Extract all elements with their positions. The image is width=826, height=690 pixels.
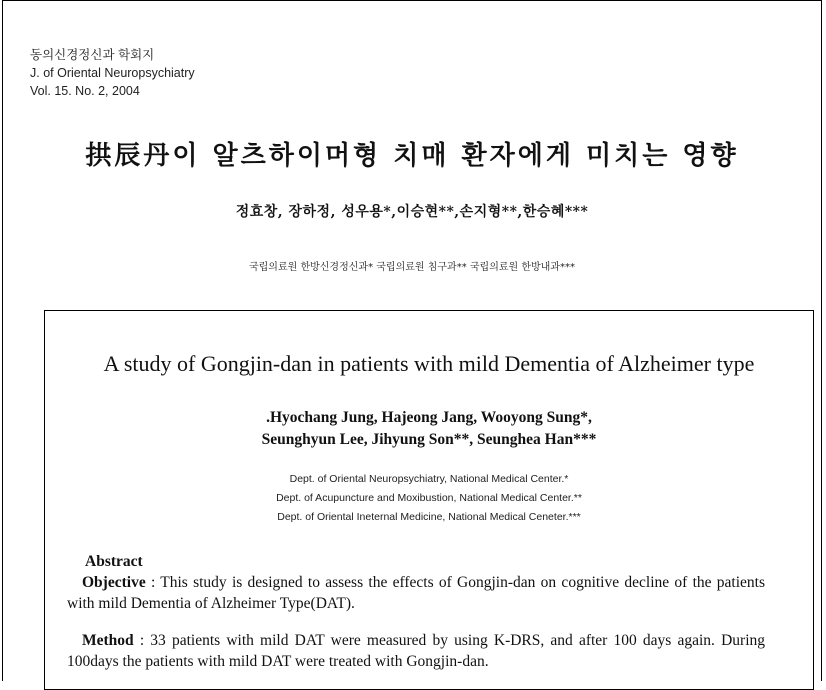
method-text: : 33 patients with mild DAT were measured by using K-DRS, and after 100 days again. During 100days the patients with mild DAT were treated with Gongjin-dan.	[67, 632, 765, 670]
korean-title: 拱辰丹이 알츠하이머형 치매 환자에게 미치는 영향	[85, 141, 739, 171]
abstract-heading: Abstract	[85, 553, 143, 570]
english-authors-line-1: .Hyochang Jung, Hajeong Jang, Wooyong Sung*,	[266, 409, 592, 426]
journal-name-english: J. of Oriental Neuropsychiatry	[30, 66, 195, 80]
journal-header	[30, 46, 195, 100]
method-label: Method	[82, 632, 134, 649]
paper-page	[2, 0, 822, 681]
english-authors	[45, 407, 813, 451]
korean-affiliations: 국립의료원 한방신경정신과* 국립의료원 침구과** 국립의료원 한방내과***	[248, 262, 576, 273]
korean-authors: 정효창, 장하정, 성우용*,이승현**,손지형**,한승혜***	[235, 204, 589, 220]
affiliation-line: Dept. of Oriental Neuropsychiatry, National Medical Center.*	[289, 473, 569, 485]
objective-text: : This study is designed to assess the effects of Gongjin-dan on cognitive decline of the patients with mild Dementia of Alzheimer Type(DAT).	[67, 574, 765, 612]
method-paragraph	[67, 630, 765, 672]
affiliation-line: Dept. of Oriental Ineternal Medicine, National Medical Ceneter.***	[277, 511, 581, 523]
english-title: A study of Gongjin-dan in patients with mild Dementia of Alzheimer type	[103, 351, 755, 376]
journal-name-korean: 동의신경정신과 학회지	[30, 48, 155, 62]
objective-label: Objective	[82, 574, 146, 591]
english-authors-line-2: Seunghyun Lee, Jihyung Son**, Seunghea Han***	[261, 431, 597, 448]
abstract-section	[67, 551, 765, 672]
english-abstract-box	[44, 310, 814, 690]
affiliation-line: Dept. of Acupuncture and Moxibustion, National Medical Center.**	[276, 492, 582, 504]
journal-volume: Vol. 15. No. 2, 2004	[30, 84, 140, 98]
objective-paragraph	[67, 572, 765, 614]
english-affiliations	[45, 470, 813, 527]
